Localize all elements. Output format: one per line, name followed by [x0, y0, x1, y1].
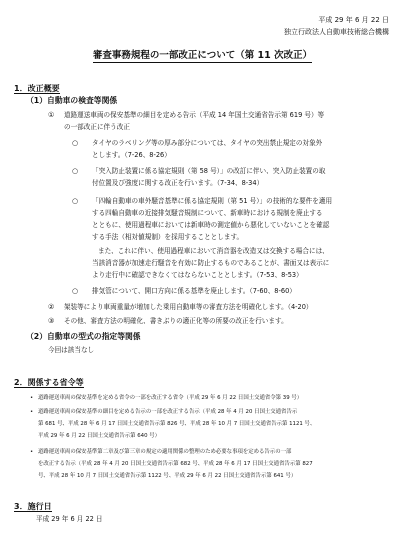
bullet-2-line-2: 付位置及び強度に関する改正を行います。（7-34、8-34） [92, 179, 264, 187]
bullet-3-line-4: する手法（相対値規制）を採用することとします。 [92, 233, 244, 241]
item-1-line-2: の一部改正に伴う改正 [64, 123, 130, 131]
bullet-3-line-2: する四輪自動車の近接排気騒音規制について、新車時における規制を廃止する [92, 209, 323, 217]
document-title-text: 審査事務規程の一部改正について（第 11 次改正） [92, 50, 313, 61]
bullet-3-marker: ○ [72, 197, 79, 205]
bullet-2-marker: ○ [72, 167, 79, 175]
ref-2-line-3: 平成 29 年 6 月 22 日国土交通省告示第 640 号） [38, 433, 161, 439]
bullet-3-line-3: とともに、使用過程車においては新車時の測定値から悪化していないことを確認 [92, 221, 330, 229]
bullet-2-line-1: 「突入防止装置に係る協定規則（第 58 号）」の改訂に伴い、突入防止装置の取 [92, 167, 326, 175]
issuing-organization: 独立行政法人自動車技術総合機構 [284, 28, 389, 36]
item-3-marker: ③ [48, 317, 55, 325]
item-2-text: 架装等により車両重量が増加した乗用自動車等の審査方法を明確化します。（4-20） [64, 303, 313, 311]
subsection-2-heading: （2）自動車の型式の指定等関係 [26, 332, 141, 341]
subsection-2-text: 今回は該当なし [48, 346, 95, 354]
document-date: 平成 29 年 6 月 22 日 [318, 16, 389, 24]
section-2-heading [14, 378, 84, 388]
section-1-heading [14, 84, 60, 94]
ref-2-line-2: 第 681 号、平成 28 年 6 月 17 日国土交通省告示第 826 号、平成 28 年 10 月 7 日国土交通省告示第 1121 号、 [38, 421, 316, 427]
ref-3-line-2: を改正する告示（平成 28 年 4 月 20 日国土交通省告示第 682 号、平成 28 年 6 月 17 日国土交通省告示第 827 [38, 461, 313, 467]
item-1-line-1: 道路運送車両の保安基準の細目を定める告示（平成 14 年国土交通省告示第 619 号）等 [64, 111, 325, 119]
document-title [0, 50, 405, 62]
item-3-text: その他、審査方法の明確化、書きぶりの適正化等の所要の改正を行います。 [64, 317, 288, 325]
bullet-1-line-2: とします。（7-26、8-26） [92, 151, 171, 159]
section-3-heading-text: 3．施行日 [14, 502, 52, 511]
bullet-1-line-1: タイヤのラベリング等の厚み部分については、タイヤの突出禁止規定の対象外 [92, 139, 323, 147]
ref-3-line-1: 道路運送車両の保安基準第二章及び第三章の規定の適用関係の整理のため必要な事項を定める告示の一部 [38, 449, 292, 455]
subsection-1-heading: （1）自動車の検査等関係 [26, 96, 118, 105]
bullet-3-line-5: また、これに伴い、使用過程車において消音器を改造又は交換する場合には、 [98, 247, 329, 255]
bullet-1-marker: ○ [72, 139, 79, 147]
bullet-3-line-6: 当該消音器が加速走行騒音を有効に防止するものであることが、書面又は表示に [92, 259, 330, 267]
ref-3-line-3: 号、平成 28 年 10 月 7 日国土交通省告示第 1122 号、平成 29 年 6 月 22 日国土交通省告示第 641 号） [38, 473, 297, 479]
bullet-3-line-1: 「四輪自動車の車外騒音基準に係る協定規則（第 51 号）」の技術的な要件を適用 [92, 197, 333, 205]
section-1-heading-text: 1．改正概要 [14, 84, 60, 93]
ref-2-marker: • [30, 409, 34, 415]
bullet-4-marker: ○ [72, 287, 79, 295]
bullet-3-line-7: より走行中に確認できなくてはならないこととします。（7-53、8-53） [92, 271, 303, 279]
ref-2-line-1: 道路運送車両の保安基準の細目を定める告示の一部を改正する告示（平成 28 年 4 月 20 日国土交通省告示 [38, 409, 298, 415]
item-2-marker: ② [48, 303, 55, 311]
item-1-marker: ① [48, 111, 55, 119]
section-3-heading [14, 502, 52, 512]
bullet-4-line-1: 排気管について、開口方向に係る基準を廃止します。（7-60、8-60） [92, 287, 296, 295]
effective-date-text: 平成 29 年 6 月 22 日 [36, 515, 103, 523]
ref-1-marker: • [30, 395, 34, 401]
ref-1-line-1: 道路運送車両の保安基準を定める省令の一部を改正する省令（平成 29 年 6 月 22 日国土交通省令第 39 号） [38, 395, 303, 401]
ref-3-marker: • [30, 449, 34, 455]
section-2-heading-text: 2．関係する省令等 [14, 378, 84, 387]
